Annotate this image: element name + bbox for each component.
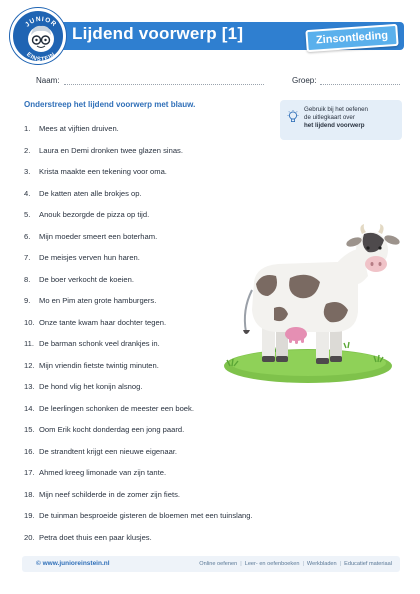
sentence-item	[24, 398, 294, 420]
sentence-item	[24, 484, 294, 506]
sentence-text[interactable]: Mijn vriendin fietste twintig minuten.	[39, 360, 159, 370]
sentence-text[interactable]: Mo en Pim aten grote hamburgers.	[39, 296, 157, 306]
copyright-icon: ©	[36, 560, 43, 567]
group-label: Groep:	[292, 76, 317, 85]
logo-graphic	[13, 11, 66, 64]
sentence-number: 5.	[24, 210, 31, 220]
instruction: Onderstreep het lijdend voorwerp met blauw.	[24, 100, 196, 109]
sentence-text[interactable]: De katten aten alle brokjes op.	[39, 188, 142, 198]
sentence-item	[24, 441, 294, 463]
cow-illustration	[216, 220, 406, 386]
footer-separator: |	[339, 560, 342, 567]
tip-line-1: Gebruik bij het oefenen	[304, 106, 368, 113]
sentence-text[interactable]: De hond vlig het konijn alsnog.	[39, 382, 143, 392]
sentence-text[interactable]: De barman schonk veel drankjes in.	[39, 339, 160, 349]
footer-link-worksheets[interactable]: Werkbladen	[306, 560, 337, 567]
sentence-number: 2.	[24, 145, 31, 155]
sentence-item	[24, 505, 294, 527]
sentence-text[interactable]: Anouk bezorgde de pizza op tijd.	[39, 210, 150, 220]
page-title: Lijdend voorwerp [1]	[72, 24, 244, 43]
name-label: Naam:	[36, 76, 60, 85]
sentence-item	[24, 161, 294, 183]
sentence-text[interactable]: De boer verkocht de koeien.	[39, 274, 134, 284]
footer-separator: |	[240, 560, 242, 567]
footer-site[interactable]	[36, 560, 110, 567]
page-footer	[22, 556, 400, 572]
sentence-text[interactable]: Oom Erik kocht donderdag een jong paard.	[39, 425, 185, 435]
sentence-number: 18.	[24, 489, 35, 499]
sentence-text[interactable]: Onze tante kwam haar dochter tegen.	[39, 317, 167, 327]
svg-text:EINSTEIN	[25, 52, 57, 63]
footer-link-materials[interactable]: Educatief materiaal	[344, 560, 392, 567]
sentence-text[interactable]: Laura en Demi dronken twee glazen sinas.	[39, 145, 183, 155]
sentence-text[interactable]: Krista maakte een tekening voor oma.	[39, 167, 167, 177]
sentence-text[interactable]: Ahmed kreeg limonade van zijn tante.	[39, 468, 167, 478]
sentence-number: 16.	[24, 446, 35, 456]
tip-box	[280, 100, 402, 140]
sentence-number: 13.	[24, 382, 35, 392]
sentence-text[interactable]: Mees at vijftien druiven.	[39, 124, 119, 134]
sentence-text[interactable]: Mijn moeder smeert een boterham.	[39, 231, 158, 241]
junior-einstein-logo	[10, 8, 66, 64]
sentence-item	[24, 140, 294, 162]
sentence-number: 20.	[24, 532, 35, 542]
logo-text-bottom: EINSTEIN	[25, 51, 57, 64]
sentence-item	[24, 527, 294, 549]
footer-links	[199, 561, 392, 567]
sentence-number: 12.	[24, 360, 35, 370]
sentence-text[interactable]: Petra doet thuis een paar klusjes.	[39, 532, 152, 542]
sentence-text[interactable]: Mijn neef schilderde in de zomer zijn fiets.	[39, 489, 180, 499]
sentence-number: 6.	[24, 231, 31, 241]
topic-badge: Zinsontleding	[305, 24, 398, 52]
group-field[interactable]	[292, 76, 400, 85]
sentence-number: 3.	[24, 167, 31, 177]
sentence-number: 17.	[24, 468, 35, 478]
sentence-text[interactable]: De leerlingen schonken de meester een boek.	[39, 403, 194, 413]
footer-link-online[interactable]: Online oefenen	[199, 560, 238, 567]
name-line[interactable]	[64, 76, 264, 85]
sentence-text[interactable]: De meisjes verven hun haren.	[39, 253, 140, 263]
sentence-number: 10.	[24, 317, 35, 327]
name-field[interactable]	[36, 76, 264, 85]
sentence-number: 9.	[24, 296, 31, 306]
tip-line-3: het lijdend voorwerp	[304, 122, 365, 129]
sentence-item	[24, 183, 294, 205]
sentence-number: 7.	[24, 253, 31, 263]
footer-separator: |	[302, 560, 304, 567]
page-header	[0, 0, 420, 64]
sentence-item	[24, 462, 294, 484]
sentence-number: 8.	[24, 274, 31, 284]
sentence-number: 4.	[24, 188, 31, 198]
tip-line-2: de uitlegkaart over	[304, 114, 355, 121]
sentence-item	[24, 118, 294, 140]
logo-text-top: JUNIOR	[24, 15, 58, 29]
sentence-number: 1.	[24, 124, 31, 134]
sentence-text[interactable]: De strandtent krijgt een nieuwe eigenaar.	[39, 446, 178, 456]
sentence-item	[24, 419, 294, 441]
sentence-number: 11.	[24, 339, 34, 349]
site-url[interactable]: www.junioreinstein.nl	[42, 560, 110, 567]
footer-link-books[interactable]: Leer- en oefenboeken	[244, 560, 300, 567]
sentence-number: 19.	[24, 511, 35, 521]
group-line[interactable]	[320, 76, 400, 85]
sentence-number: 15.	[24, 425, 35, 435]
sentence-number: 14.	[24, 403, 35, 413]
sentence-text[interactable]: De tuinman besproeide gisteren de bloemen met een tuinslang.	[39, 511, 253, 521]
